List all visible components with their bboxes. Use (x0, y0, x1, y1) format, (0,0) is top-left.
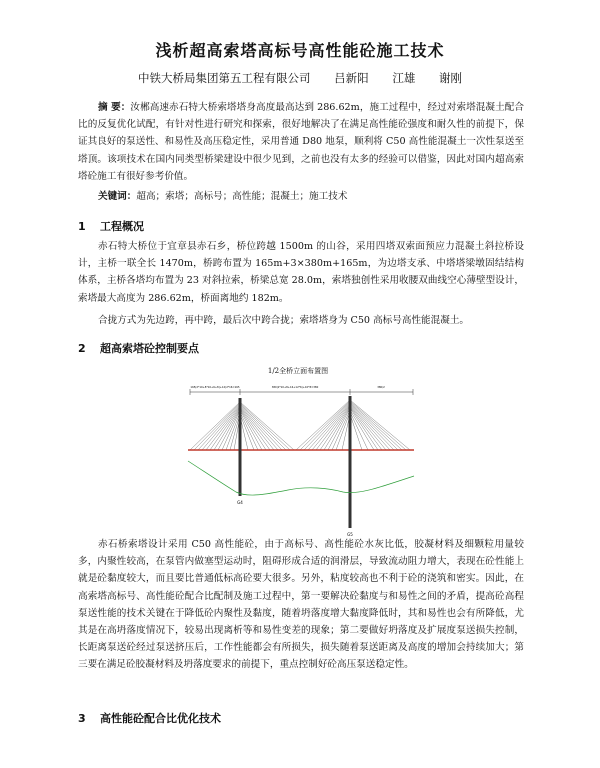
tower-1 (239, 398, 242, 496)
span-label: 165(2*10+8*10+6+8)+12(2*16=165 (190, 386, 240, 389)
tower-2 (349, 396, 352, 528)
section1-paragraph-2: 合拢方式为先边跨，再中跨，最后次中跨合拢；索塔塔身为 C50 高标号高性能混凝土。 (98, 315, 470, 326)
stay-cables-tower-1 (190, 402, 294, 450)
author-name: 吕新阳 (334, 71, 369, 85)
span-label: 380(2*10+8+16+12*6)+10*8=380 (271, 386, 319, 389)
author-name: 谢刚 (438, 71, 462, 85)
section-heading-3 (78, 710, 221, 726)
pier-label: G5 (347, 532, 353, 537)
pier-label: G4 (237, 500, 243, 505)
ground-profile (188, 461, 414, 495)
section-heading-2 (78, 340, 199, 356)
section-heading-1 (78, 218, 144, 234)
section-title: 高性能砼配合比优化技术 (100, 712, 221, 725)
section-number: 3 (78, 712, 86, 725)
section-title: 工程概况 (100, 220, 144, 233)
abstract-text: 汝郴高速赤石特大桥索塔塔身高度最高达到 286.62m，施工过程中，经过对索塔混凝土配合比的反复优化试配，有针对性进行研究和探索，很好地解决了在满足高性能砼强度和耐久性的前提下，保证其良好的泵送性、和易性及高压稳定性，采用普通 D80 地泵，顺利将 C50 高性能混凝土一次性泵送至塔顶。该项技术在国内同类型桥梁建设中很少见到，之前也没有太多的经验可以借鉴，因此对国内超高索塔砼施工有很好参考价值。 (78, 102, 525, 182)
section1-paragraph-1: 赤石特大桥位于宜章县赤石乡，桥位跨越 1500m 的山谷，采用四塔双索面预应力混凝土斜拉桥设计，主桥一联全长 1470m，桥跨布置为 165m+3×380m+165m，为边塔支承、中塔塔梁墩固结结构体系，主桥各塔均布置为 23 对斜拉索，桥梁总宽 28.0m，索塔独创性采用收腰双曲线空心薄壁型设计，索塔最大高度为 286.62m，桥面离地约 182m。 (78, 241, 524, 304)
author-line (0, 70, 600, 86)
span-label: 380/2 (377, 386, 385, 389)
section-number: 2 (78, 342, 86, 355)
paper-title: 浅析超高索塔高标号高性能砼施工技术 (155, 41, 445, 60)
stay-cables-tower-2 (296, 400, 410, 450)
bridge-drawing (178, 366, 418, 537)
keywords-text: 超高；索塔；高标号；高性能；混凝土；施工技术 (136, 191, 348, 202)
abstract-label: 摘 要： (98, 102, 131, 113)
section2-paragraph-1: 赤石桥索塔设计采用 C50 高性能砼，由于高标号、高性能砼水灰比低，胶凝材料及细颗粒用量较多，内聚性较高，在泵管内做塞型运动时，阻碍形成合适的润滑层，导致流动阻力增大，表现在砼性能上就是砼黏度较大，而且要比普通低标高砼要大很多。另外，粘度较高也不利于砼的浇筑和密实。因此，在高索塔高标号、高性能砼配合比配制及施工过程中，第一要解决砼黏度与和易性之间的矛盾，提高砼高程泵送性能的技术关键在于降低砼内聚性及黏度，随着坍落度增大黏度降低时，其和易性也会有所降低，尤其是在高坍落度情况下，较易出现离析等和易性变差的现象；第二要做好坍落度及扩展度泵送损失控制，长距离泵送砼经过泵送挤压后，工作性能都会有所损失，损失随着泵送距离及高度的增加会持续加大；第三要在满足砼胶凝材料及坍落度要求的前提下，重点控制好砼高压泵送稳定性。 (78, 539, 524, 671)
figure-title: 1/2全桥立面布置图 (267, 367, 329, 375)
section-number: 1 (78, 220, 86, 233)
author-name: 江雄 (392, 71, 416, 85)
author-org: 中铁大桥局集团第五工程有限公司 (138, 71, 311, 85)
keywords-label: 关键词： (98, 191, 137, 202)
bridge-elevation-figure (178, 366, 418, 537)
keywords (78, 188, 524, 205)
abstract (78, 99, 524, 185)
section-title: 超高索塔砼控制要点 (100, 342, 199, 355)
